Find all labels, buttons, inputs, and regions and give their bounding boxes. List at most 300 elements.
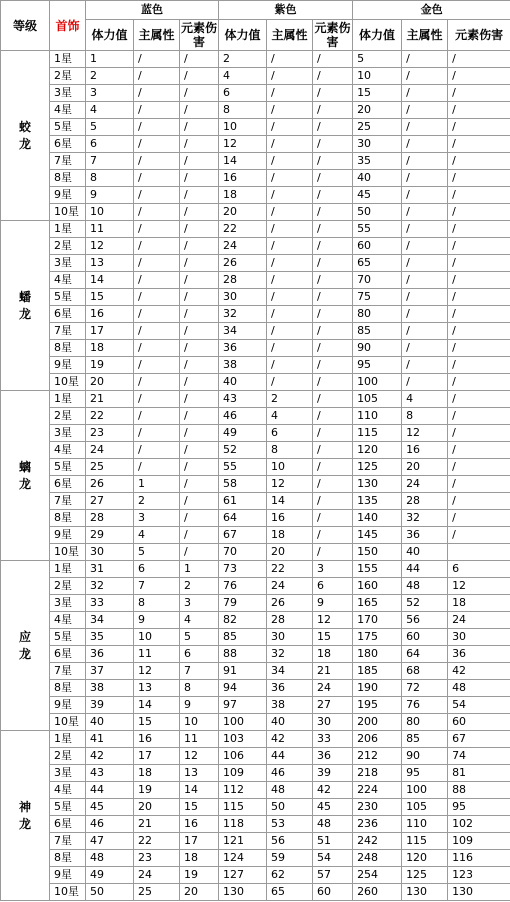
blue-stamina-cell: 50 [86, 884, 134, 901]
blue-main-attr-cell: / [134, 306, 180, 323]
blue-main-attr-cell: 24 [134, 867, 180, 884]
table-row [1, 663, 510, 680]
purple-stamina-cell: 115 [219, 799, 267, 816]
purple-main-attr-cell: 12 [267, 476, 313, 493]
gold-stamina-cell: 135 [353, 493, 402, 510]
gold-main-attr-cell: / [402, 204, 448, 221]
blue-stamina-cell: 35 [86, 629, 134, 646]
gold-stamina-cell: 115 [353, 425, 402, 442]
gold-main-attr-cell: 80 [402, 714, 448, 731]
purple-stamina-cell: 79 [219, 595, 267, 612]
star-cell: 7星 [50, 833, 86, 850]
gold-main-attr-cell: 60 [402, 629, 448, 646]
table-row [1, 731, 510, 748]
star-cell: 9星 [50, 527, 86, 544]
gold-element-cell: 81 [448, 765, 510, 782]
blue-main-attr-cell: 12 [134, 663, 180, 680]
gold-element-cell: 12 [448, 578, 510, 595]
purple-stamina-cell: 124 [219, 850, 267, 867]
table-row [1, 765, 510, 782]
purple-main-attr-cell: / [267, 119, 313, 136]
blue-element-cell: / [180, 493, 219, 510]
blue-main-attr-cell: / [134, 323, 180, 340]
gold-main-attr-cell: / [402, 221, 448, 238]
blue-main-attr-cell: / [134, 374, 180, 391]
gold-main-attr-cell: 8 [402, 408, 448, 425]
purple-stamina-cell: 46 [219, 408, 267, 425]
table-row [1, 578, 510, 595]
blue-stamina-cell: 37 [86, 663, 134, 680]
gold-main-attr-cell: 110 [402, 816, 448, 833]
blue-main-attr-cell: 14 [134, 697, 180, 714]
blue-main-attr-cell: / [134, 153, 180, 170]
blue-main-attr-cell: 25 [134, 884, 180, 901]
purple-stamina-cell: 49 [219, 425, 267, 442]
blue-element-cell: / [180, 187, 219, 204]
table-row [1, 221, 510, 238]
gold-element-cell: / [448, 51, 510, 68]
purple-stamina-cell: 73 [219, 561, 267, 578]
gold-element-cell: 60 [448, 714, 510, 731]
gold-main-attr-cell: 12 [402, 425, 448, 442]
tier-label [1, 51, 50, 221]
blue-element-cell: / [180, 476, 219, 493]
gold-element-cell: 48 [448, 680, 510, 697]
gold-main-attr-cell: 72 [402, 680, 448, 697]
purple-stamina-cell: 100 [219, 714, 267, 731]
blue-main-attr-cell: 13 [134, 680, 180, 697]
purple-element-cell: / [313, 272, 353, 289]
gold-main-attr-cell: / [402, 289, 448, 306]
blue-element-cell: / [180, 85, 219, 102]
blue-main-attr-cell: / [134, 119, 180, 136]
gold-main-attr-cell: / [402, 102, 448, 119]
purple-element-cell: / [313, 136, 353, 153]
blue-main-attr-cell: 23 [134, 850, 180, 867]
gold-stamina-cell: 95 [353, 357, 402, 374]
star-cell: 3星 [50, 595, 86, 612]
purple-stamina-cell: 70 [219, 544, 267, 561]
blue-stamina-cell: 9 [86, 187, 134, 204]
star-cell: 8星 [50, 340, 86, 357]
purple-stamina-cell: 76 [219, 578, 267, 595]
purple-main-attr-cell: / [267, 357, 313, 374]
purple-element-cell: / [313, 357, 353, 374]
table-row [1, 799, 510, 816]
gold-stamina-cell: 100 [353, 374, 402, 391]
table-row [1, 255, 510, 272]
star-cell: 10星 [50, 714, 86, 731]
blue-element-cell: 3 [180, 595, 219, 612]
purple-element-cell: 33 [313, 731, 353, 748]
star-cell: 2星 [50, 748, 86, 765]
table-row [1, 493, 510, 510]
blue-stamina-cell: 31 [86, 561, 134, 578]
purple-element-cell: / [313, 306, 353, 323]
blue-element-cell: 14 [180, 782, 219, 799]
blue-element-cell: 8 [180, 680, 219, 697]
purple-element-cell: / [313, 459, 353, 476]
star-cell: 3星 [50, 425, 86, 442]
table-row [1, 289, 510, 306]
table-row [1, 833, 510, 850]
gold-main-attr-cell: 68 [402, 663, 448, 680]
table-row [1, 408, 510, 425]
blue-main-attr-cell: 21 [134, 816, 180, 833]
purple-stamina-cell: 82 [219, 612, 267, 629]
blue-element-cell: / [180, 238, 219, 255]
purple-stamina-cell: 28 [219, 272, 267, 289]
blue-stamina-cell: 21 [86, 391, 134, 408]
star-cell: 6星 [50, 476, 86, 493]
main-attr-header: 主属性 [134, 20, 180, 51]
star-cell: 9星 [50, 187, 86, 204]
gold-main-attr-cell: 125 [402, 867, 448, 884]
star-cell: 1星 [50, 731, 86, 748]
blue-stamina-cell: 49 [86, 867, 134, 884]
gold-element-cell: / [448, 153, 510, 170]
gold-stamina-cell: 145 [353, 527, 402, 544]
star-cell: 7星 [50, 323, 86, 340]
star-cell: 6星 [50, 646, 86, 663]
star-cell: 1星 [50, 221, 86, 238]
gold-element-cell: / [448, 493, 510, 510]
gold-main-attr-cell: 120 [402, 850, 448, 867]
purple-element-cell: / [313, 408, 353, 425]
gold-main-attr-cell: / [402, 51, 448, 68]
purple-element-cell: / [313, 289, 353, 306]
blue-main-attr-cell: 7 [134, 578, 180, 595]
gold-main-attr-cell: 90 [402, 748, 448, 765]
purple-stamina-cell: 61 [219, 493, 267, 510]
table-row [1, 102, 510, 119]
gold-main-attr-cell: 16 [402, 442, 448, 459]
blue-stamina-cell: 7 [86, 153, 134, 170]
gold-element-cell: 6 [448, 561, 510, 578]
group-header-blue: 蓝色 [86, 1, 219, 20]
purple-element-cell: / [313, 51, 353, 68]
purple-stamina-cell: 118 [219, 816, 267, 833]
element-dmg-header: 元素伤害 [313, 20, 353, 51]
blue-main-attr-cell: 10 [134, 629, 180, 646]
gold-stamina-cell: 30 [353, 136, 402, 153]
star-cell: 6星 [50, 816, 86, 833]
gold-element-cell: 109 [448, 833, 510, 850]
gold-stamina-cell: 10 [353, 68, 402, 85]
purple-element-cell: / [313, 102, 353, 119]
blue-stamina-cell: 26 [86, 476, 134, 493]
gold-main-attr-cell: / [402, 323, 448, 340]
gold-element-cell: / [448, 476, 510, 493]
gold-main-attr-cell: / [402, 306, 448, 323]
gold-stamina-cell: 218 [353, 765, 402, 782]
blue-main-attr-cell: / [134, 442, 180, 459]
gold-element-cell: / [448, 102, 510, 119]
table-row [1, 595, 510, 612]
blue-stamina-cell: 23 [86, 425, 134, 442]
blue-element-cell: 16 [180, 816, 219, 833]
gold-element-cell: / [448, 136, 510, 153]
purple-main-attr-cell: 32 [267, 646, 313, 663]
blue-main-attr-cell: / [134, 85, 180, 102]
gold-main-attr-cell: 44 [402, 561, 448, 578]
gold-stamina-cell: 90 [353, 340, 402, 357]
purple-stamina-cell: 106 [219, 748, 267, 765]
blue-stamina-cell: 4 [86, 102, 134, 119]
blue-element-cell: / [180, 442, 219, 459]
purple-main-attr-cell: 28 [267, 612, 313, 629]
star-cell: 8星 [50, 510, 86, 527]
gold-stamina-cell: 55 [353, 221, 402, 238]
star-cell: 9星 [50, 357, 86, 374]
gold-element-cell: / [448, 425, 510, 442]
purple-stamina-cell: 67 [219, 527, 267, 544]
purple-stamina-cell: 34 [219, 323, 267, 340]
purple-stamina-cell: 32 [219, 306, 267, 323]
star-cell: 3星 [50, 765, 86, 782]
purple-element-cell: / [313, 170, 353, 187]
blue-main-attr-cell: / [134, 459, 180, 476]
table-row [1, 272, 510, 289]
purple-element-cell: 45 [313, 799, 353, 816]
gold-stamina-cell: 15 [353, 85, 402, 102]
blue-element-cell: / [180, 68, 219, 85]
star-cell: 10星 [50, 374, 86, 391]
purple-main-attr-cell: / [267, 153, 313, 170]
blue-main-attr-cell: / [134, 272, 180, 289]
star-cell: 4星 [50, 442, 86, 459]
gold-stamina-cell: 130 [353, 476, 402, 493]
purple-stamina-cell: 85 [219, 629, 267, 646]
star-cell: 1星 [50, 391, 86, 408]
table-row [1, 476, 510, 493]
gold-stamina-cell: 190 [353, 680, 402, 697]
element-dmg-header: 元素伤害 [448, 20, 510, 51]
blue-stamina-cell: 6 [86, 136, 134, 153]
gold-stamina-cell: 140 [353, 510, 402, 527]
blue-stamina-cell: 30 [86, 544, 134, 561]
blue-main-attr-cell: 6 [134, 561, 180, 578]
table-row [1, 748, 510, 765]
blue-stamina-cell: 32 [86, 578, 134, 595]
star-cell: 5星 [50, 459, 86, 476]
star-cell: 6星 [50, 136, 86, 153]
table-row [1, 68, 510, 85]
purple-main-attr-cell: / [267, 136, 313, 153]
blue-stamina-cell: 38 [86, 680, 134, 697]
purple-element-cell: / [313, 425, 353, 442]
star-cell: 5星 [50, 629, 86, 646]
table-row [1, 816, 510, 833]
purple-main-attr-cell: 16 [267, 510, 313, 527]
purple-element-cell: / [313, 510, 353, 527]
blue-element-cell: / [180, 255, 219, 272]
blue-element-cell: / [180, 170, 219, 187]
gold-main-attr-cell: 52 [402, 595, 448, 612]
blue-stamina-cell: 41 [86, 731, 134, 748]
blue-main-attr-cell: / [134, 255, 180, 272]
purple-element-cell: 39 [313, 765, 353, 782]
purple-element-cell: 18 [313, 646, 353, 663]
purple-element-cell: / [313, 391, 353, 408]
gold-element-cell: 42 [448, 663, 510, 680]
gold-element-cell: 74 [448, 748, 510, 765]
blue-stamina-cell: 2 [86, 68, 134, 85]
purple-element-cell: 36 [313, 748, 353, 765]
gold-main-attr-cell: / [402, 85, 448, 102]
purple-main-attr-cell: 24 [267, 578, 313, 595]
gold-element-cell: 36 [448, 646, 510, 663]
blue-element-cell: 6 [180, 646, 219, 663]
table-row [1, 850, 510, 867]
purple-main-attr-cell: 2 [267, 391, 313, 408]
table-row [1, 170, 510, 187]
gold-stamina-cell: 5 [353, 51, 402, 68]
blue-main-attr-cell: 9 [134, 612, 180, 629]
purple-element-cell: 6 [313, 578, 353, 595]
gold-stamina-cell: 180 [353, 646, 402, 663]
main-attr-header: 主属性 [267, 20, 313, 51]
blue-element-cell: 11 [180, 731, 219, 748]
gold-stamina-cell: 35 [353, 153, 402, 170]
blue-element-cell: / [180, 391, 219, 408]
gold-main-attr-cell: / [402, 357, 448, 374]
gold-stamina-cell: 105 [353, 391, 402, 408]
blue-stamina-cell: 27 [86, 493, 134, 510]
purple-stamina-cell: 127 [219, 867, 267, 884]
purple-element-cell: / [313, 544, 353, 561]
blue-main-attr-cell: 2 [134, 493, 180, 510]
blue-stamina-cell: 39 [86, 697, 134, 714]
gold-element-cell: 95 [448, 799, 510, 816]
purple-main-attr-cell: / [267, 272, 313, 289]
gold-stamina-cell: 212 [353, 748, 402, 765]
gold-element-cell: 18 [448, 595, 510, 612]
purple-main-attr-cell: 10 [267, 459, 313, 476]
blue-main-attr-cell: 19 [134, 782, 180, 799]
blue-main-attr-cell: 4 [134, 527, 180, 544]
gold-element-cell: 67 [448, 731, 510, 748]
table-row [1, 527, 510, 544]
blue-element-cell: 19 [180, 867, 219, 884]
blue-main-attr-cell: 22 [134, 833, 180, 850]
purple-stamina-cell: 30 [219, 289, 267, 306]
purple-main-attr-cell: / [267, 187, 313, 204]
gold-element-cell: / [448, 221, 510, 238]
purple-stamina-cell: 14 [219, 153, 267, 170]
blue-stamina-cell: 33 [86, 595, 134, 612]
gold-stamina-cell: 110 [353, 408, 402, 425]
stamina-header: 体力值 [86, 20, 134, 51]
blue-element-cell: 7 [180, 663, 219, 680]
purple-element-cell: / [313, 204, 353, 221]
blue-stamina-cell: 34 [86, 612, 134, 629]
purple-element-cell: 60 [313, 884, 353, 901]
gold-element-cell: / [448, 204, 510, 221]
purple-stamina-cell: 88 [219, 646, 267, 663]
blue-main-attr-cell: 16 [134, 731, 180, 748]
purple-element-cell: / [313, 493, 353, 510]
purple-main-attr-cell: / [267, 221, 313, 238]
gold-stamina-cell: 224 [353, 782, 402, 799]
purple-element-cell: 15 [313, 629, 353, 646]
gold-main-attr-cell: / [402, 255, 448, 272]
purple-main-attr-cell: / [267, 204, 313, 221]
purple-element-cell: / [313, 476, 353, 493]
purple-stamina-cell: 58 [219, 476, 267, 493]
star-cell: 4星 [50, 102, 86, 119]
blue-main-attr-cell: / [134, 204, 180, 221]
purple-stamina-cell: 55 [219, 459, 267, 476]
purple-main-attr-cell: 46 [267, 765, 313, 782]
purple-main-attr-cell: 59 [267, 850, 313, 867]
tier-name: 蛟龙 [18, 119, 31, 151]
purple-stamina-cell: 8 [219, 102, 267, 119]
blue-element-cell: / [180, 221, 219, 238]
blue-main-attr-cell: 1 [134, 476, 180, 493]
level-header: 等级 [1, 1, 50, 51]
gold-element-cell: / [448, 374, 510, 391]
blue-main-attr-cell: 20 [134, 799, 180, 816]
purple-element-cell: / [313, 374, 353, 391]
purple-main-attr-cell: 34 [267, 663, 313, 680]
gold-element-cell: 102 [448, 816, 510, 833]
blue-stamina-cell: 17 [86, 323, 134, 340]
star-cell: 3星 [50, 85, 86, 102]
star-cell: 4星 [50, 612, 86, 629]
purple-main-attr-cell: / [267, 170, 313, 187]
table-row [1, 187, 510, 204]
purple-element-cell: / [313, 85, 353, 102]
gold-stamina-cell: 65 [353, 255, 402, 272]
blue-main-attr-cell: / [134, 238, 180, 255]
stamina-header: 体力值 [219, 20, 267, 51]
blue-stamina-cell: 18 [86, 340, 134, 357]
blue-element-cell: 12 [180, 748, 219, 765]
gold-stamina-cell: 248 [353, 850, 402, 867]
blue-main-attr-cell: / [134, 51, 180, 68]
purple-stamina-cell: 20 [219, 204, 267, 221]
blue-element-cell: 17 [180, 833, 219, 850]
gold-element-cell: / [448, 170, 510, 187]
purple-main-attr-cell: 44 [267, 748, 313, 765]
table-row [1, 459, 510, 476]
blue-stamina-cell: 15 [86, 289, 134, 306]
blue-stamina-cell: 13 [86, 255, 134, 272]
purple-stamina-cell: 38 [219, 357, 267, 374]
tier-label [1, 391, 50, 561]
star-cell: 2星 [50, 578, 86, 595]
blue-element-cell: / [180, 102, 219, 119]
blue-main-attr-cell: 15 [134, 714, 180, 731]
blue-main-attr-cell: 8 [134, 595, 180, 612]
gold-element-cell: / [448, 238, 510, 255]
blue-main-attr-cell: 3 [134, 510, 180, 527]
blue-element-cell: / [180, 323, 219, 340]
purple-element-cell: / [313, 442, 353, 459]
blue-element-cell: / [180, 425, 219, 442]
purple-stamina-cell: 18 [219, 187, 267, 204]
gold-element-cell: / [448, 119, 510, 136]
gold-stamina-cell: 70 [353, 272, 402, 289]
blue-stamina-cell: 19 [86, 357, 134, 374]
purple-element-cell: / [313, 119, 353, 136]
gold-element-cell: / [448, 527, 510, 544]
gold-stamina-cell: 155 [353, 561, 402, 578]
purple-main-attr-cell: 62 [267, 867, 313, 884]
star-cell: 10星 [50, 204, 86, 221]
purple-main-attr-cell: / [267, 51, 313, 68]
